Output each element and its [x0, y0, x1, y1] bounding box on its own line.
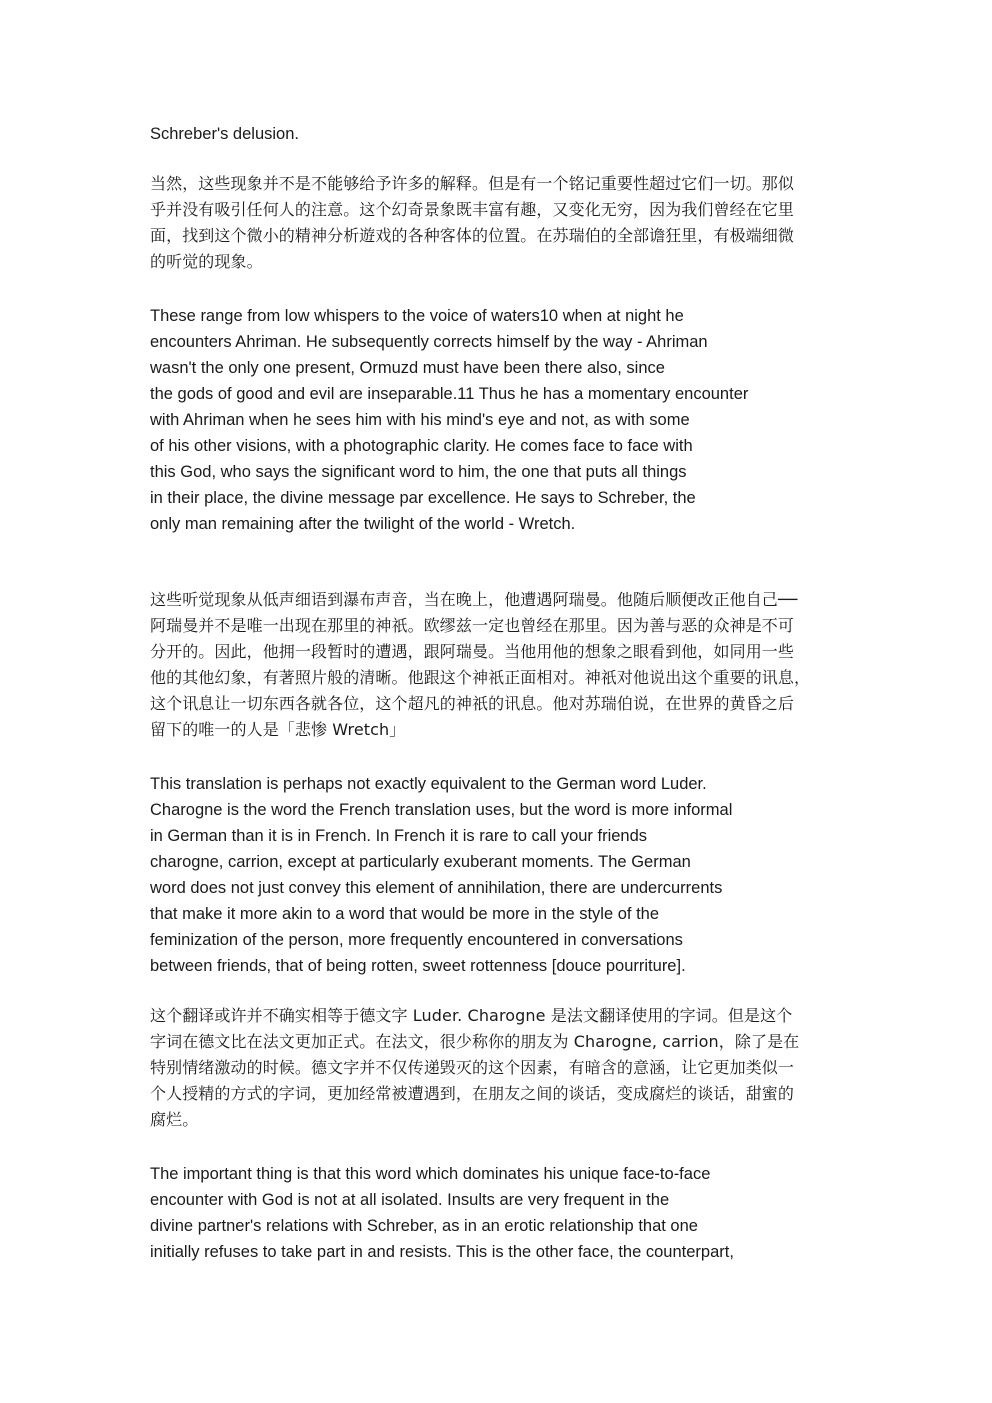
- text-line: of his other visions, with a photographic clarity. He comes face to face with: [150, 437, 693, 455]
- text-line: 腐烂。: [150, 1110, 199, 1129]
- text-line: 字词在德文比在法文更加正式。在法文，很少称你的朋友为 Charogne, carrion，除了是在: [150, 1032, 800, 1051]
- text-line: between friends, that of being rotten, sweet rottenness [douce pourriture].: [150, 957, 686, 975]
- text-line: encounters Ahriman. He subsequently corrects himself by the way - Ahriman: [150, 333, 708, 351]
- text-line: This translation is perhaps not exactly equivalent to the German word Luder.: [150, 775, 707, 793]
- text-line: These range from low whispers to the voice of waters10 when at night he: [150, 307, 684, 325]
- text-line: feminization of the person, more frequently encountered in conversations: [150, 931, 683, 949]
- text-line: word does not just convey this element of annihilation, there are undercurrents: [150, 879, 723, 897]
- text-line: in German than it is in French. In French it is rare to call your friends: [150, 827, 648, 845]
- text-line: 他的其他幻象，有著照片般的清晰。他跟这个神祇正面相对。神祇对他说出这个重要的讯息，: [150, 668, 811, 687]
- text-line: initially refuses to take part in and resists. This is the other face, the counterpart,: [150, 1243, 734, 1261]
- text-line: 当然，这些现象并不是不能够给予许多的解释。但是有一个铭记重要性超过它们一切。那似: [150, 174, 795, 193]
- text-line: this God, who says the significant word to him, the one that puts all things: [150, 463, 687, 481]
- text-line: 面，找到这个微小的精神分析遊戏的各种客体的位置。在苏瑞伯的全部谵狂里，有极端细微: [150, 226, 795, 245]
- text-line: the gods of good and evil are inseparable.11 Thus he has a momentary encounter: [150, 385, 749, 403]
- text-line: 分开的。因此，他拥一段暂时的遭遇，跟阿瑞曼。当他用他的想象之眼看到他，如同用一些: [150, 642, 795, 661]
- text-line: 个人授精的方式的字词，更加经常被遭遇到，在朋友之间的谈话，变成腐烂的谈话，甜蜜的: [150, 1084, 795, 1103]
- text-line: 乎并没有吸引任何人的注意。这个幻奇景象既丰富有趣，又变化无穷，因为我们曾经在它里: [150, 200, 795, 219]
- text-line: Charogne is the word the French translation uses, but the word is more informal: [150, 801, 733, 819]
- text-line: 的听觉的现象。: [150, 252, 263, 271]
- text-line: charogne, carrion, except at particularly exuberant moments. The German: [150, 853, 691, 871]
- text-line: wasn't the only one present, Ormuzd must have been there also, since: [150, 359, 665, 377]
- text-line: 这个翻译或许并不确实相等于德文字 Luder. Charogne 是法文翻译使用的字词。但是这个: [150, 1006, 793, 1025]
- text-line: 这些听觉现象从低声细语到瀑布声音，当在晚上，他遭遇阿瑞曼。他随后顺便改正他自己──: [150, 590, 798, 609]
- text-line: Schreber's delusion.: [150, 125, 299, 143]
- text-line: encounter with God is not at all isolated. Insults are very frequent in the: [150, 1191, 670, 1209]
- text-line: in their place, the divine message par excellence. He says to Schreber, the: [150, 489, 696, 507]
- text-line: 留下的唯一的人是「悲惨 Wretch」: [150, 720, 406, 739]
- text-line: 阿瑞曼并不是唯一出现在那里的神祇。欧缪兹一定也曾经在那里。因为善与恶的众神是不可: [150, 616, 795, 635]
- text-line: that make it more akin to a word that would be more in the style of the: [150, 905, 660, 923]
- text-line: 特别情绪激动的时候。德文字并不仅传递毁灭的这个因素，有暗含的意涵，让它更加类似一: [150, 1058, 795, 1077]
- text-line: The important thing is that this word which dominates his unique face-to-face: [150, 1165, 711, 1183]
- text-line: only man remaining after the twilight of the world - Wretch.: [150, 515, 576, 533]
- text-line: divine partner's relations with Schreber, as in an erotic relationship that one: [150, 1217, 698, 1235]
- text-line: 这个讯息让一切东西各就各位，这个超凡的神祇的讯息。他对苏瑞伯说，在世界的黄昏之后: [150, 694, 795, 713]
- text-line: with Ahriman when he sees him with his mind's eye and not, as with some: [150, 411, 690, 429]
